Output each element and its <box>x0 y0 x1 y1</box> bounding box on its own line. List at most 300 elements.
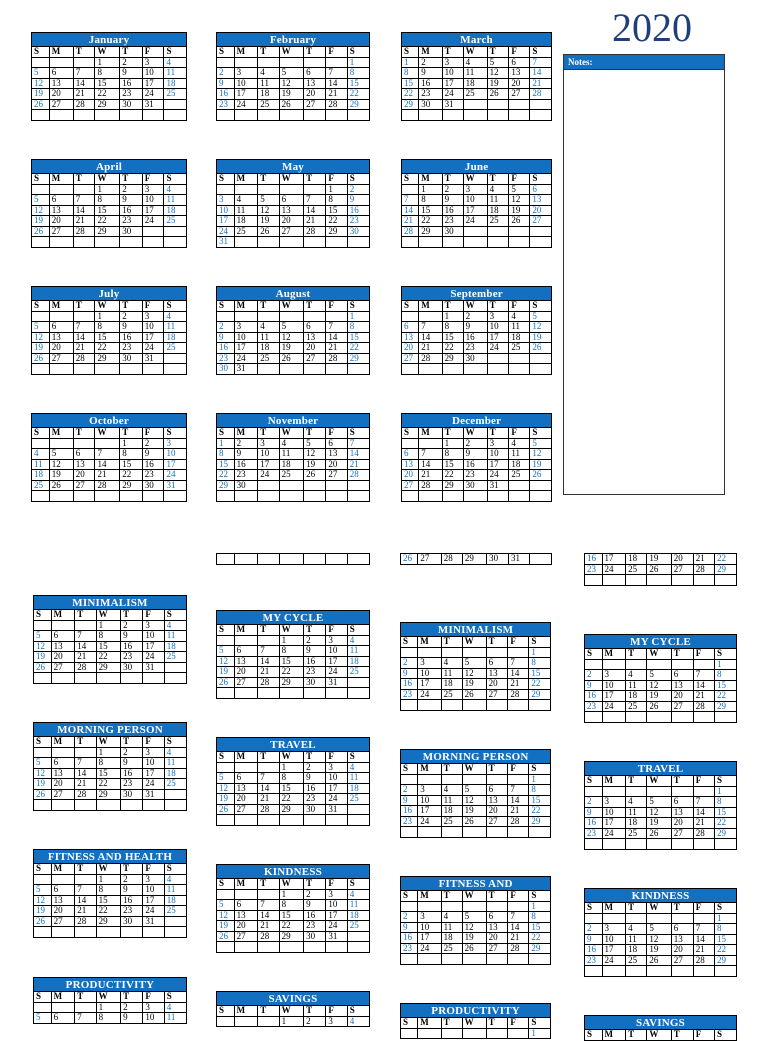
day-cell[interactable]: 1 <box>217 438 235 449</box>
day-cell[interactable]: 9 <box>120 195 143 206</box>
day-cell[interactable]: 13 <box>671 807 693 818</box>
day-cell[interactable]: 12 <box>462 795 486 806</box>
day-cell[interactable]: 4 <box>509 311 530 322</box>
day-cell[interactable]: 19 <box>32 89 50 100</box>
day-cell[interactable]: 24 <box>217 226 235 237</box>
day-cell[interactable]: 26 <box>49 480 73 491</box>
day-cell[interactable]: 24 <box>143 652 164 663</box>
day-cell[interactable]: 30 <box>304 931 326 942</box>
day-cell[interactable] <box>49 57 73 68</box>
day-cell[interactable] <box>95 364 120 375</box>
day-cell[interactable] <box>164 364 187 375</box>
day-cell[interactable] <box>95 237 120 248</box>
day-cell[interactable]: 24 <box>602 828 626 839</box>
day-cell[interactable]: 27 <box>671 701 693 712</box>
day-cell[interactable] <box>714 712 736 723</box>
day-cell[interactable]: 14 <box>326 332 347 343</box>
day-cell[interactable]: 17 <box>142 78 164 89</box>
day-cell[interactable]: 17 <box>418 806 441 817</box>
day-cell[interactable]: 25 <box>463 89 487 100</box>
day-cell[interactable]: 3 <box>442 57 463 68</box>
day-cell[interactable] <box>164 800 186 811</box>
day-cell[interactable]: 6 <box>49 322 73 333</box>
day-cell[interactable] <box>347 364 369 375</box>
day-cell[interactable]: 25 <box>347 667 369 678</box>
day-cell[interactable] <box>217 688 235 699</box>
day-cell[interactable]: 29 <box>402 99 419 110</box>
day-cell[interactable]: 20 <box>486 679 508 690</box>
day-cell[interactable]: 4 <box>347 889 369 900</box>
day-cell[interactable] <box>401 774 418 785</box>
day-cell[interactable]: 3 <box>326 889 347 900</box>
day-cell[interactable]: 19 <box>462 806 486 817</box>
day-cell[interactable] <box>32 491 50 502</box>
day-cell[interactable]: 22 <box>529 679 551 690</box>
day-cell[interactable]: 16 <box>463 459 487 470</box>
day-cell[interactable]: 24 <box>602 564 626 575</box>
day-cell[interactable]: 30 <box>463 353 487 364</box>
day-cell[interactable]: 7 <box>347 438 369 449</box>
day-cell[interactable]: 26 <box>34 916 52 927</box>
day-cell[interactable] <box>73 110 95 121</box>
day-cell[interactable] <box>326 815 347 826</box>
day-cell[interactable]: 2 <box>401 912 418 923</box>
day-cell[interactable]: 23 <box>304 921 326 932</box>
day-cell[interactable]: 10 <box>142 68 164 79</box>
day-cell[interactable]: 9 <box>120 322 143 333</box>
day-cell[interactable]: 31 <box>164 480 187 491</box>
day-cell[interactable]: 21 <box>73 216 95 227</box>
day-cell[interactable] <box>402 364 419 375</box>
day-cell[interactable]: 25 <box>258 353 279 364</box>
day-cell[interactable] <box>234 491 258 502</box>
day-cell[interactable]: 29 <box>442 480 463 491</box>
day-cell[interactable]: 5 <box>304 438 326 449</box>
day-cell[interactable]: 30 <box>419 99 442 110</box>
day-cell[interactable]: 5 <box>34 758 52 769</box>
day-cell[interactable]: 23 <box>585 955 603 966</box>
day-cell[interactable]: 8 <box>96 631 121 642</box>
day-cell[interactable] <box>258 110 279 121</box>
day-cell[interactable]: 1 <box>714 786 736 797</box>
day-cell[interactable]: 12 <box>217 910 235 921</box>
day-cell[interactable] <box>234 688 258 699</box>
day-cell[interactable]: 8 <box>279 900 304 911</box>
day-cell[interactable] <box>164 491 187 502</box>
day-cell[interactable]: 10 <box>442 68 463 79</box>
day-cell[interactable]: 10 <box>143 758 164 769</box>
day-cell[interactable] <box>121 927 143 938</box>
day-cell[interactable]: 5 <box>647 924 671 935</box>
day-cell[interactable]: 13 <box>234 783 258 794</box>
day-cell[interactable]: 14 <box>75 895 96 906</box>
day-cell[interactable] <box>602 913 626 924</box>
day-cell[interactable] <box>401 647 418 658</box>
day-cell[interactable]: 6 <box>51 885 75 896</box>
day-cell[interactable] <box>529 827 551 838</box>
day-cell[interactable] <box>49 184 73 195</box>
day-cell[interactable]: 8 <box>402 68 419 79</box>
day-cell[interactable]: 20 <box>402 343 419 354</box>
day-cell[interactable]: 14 <box>73 332 95 343</box>
day-cell[interactable]: 15 <box>419 205 442 216</box>
day-cell[interactable]: 12 <box>530 322 552 333</box>
day-cell[interactable]: 9 <box>401 922 418 933</box>
day-cell[interactable]: 2 <box>217 68 235 79</box>
day-cell[interactable]: 22 <box>714 818 736 829</box>
day-cell[interactable]: 12 <box>462 668 486 679</box>
day-cell[interactable]: 3 <box>326 762 347 773</box>
day-cell[interactable]: 9 <box>585 934 603 945</box>
day-cell[interactable]: 25 <box>32 480 50 491</box>
day-cell[interactable]: 4 <box>441 785 462 796</box>
day-cell[interactable]: 5 <box>487 57 509 68</box>
day-cell[interactable] <box>714 839 736 850</box>
day-cell[interactable] <box>402 184 419 195</box>
day-cell[interactable]: 5 <box>32 68 50 79</box>
day-cell[interactable]: 2 <box>304 762 326 773</box>
day-cell[interactable]: 2 <box>304 1016 326 1027</box>
day-cell[interactable]: 25 <box>164 343 187 354</box>
day-cell[interactable]: 23 <box>121 652 143 663</box>
day-cell[interactable]: 12 <box>462 922 486 933</box>
day-cell[interactable]: 15 <box>442 332 463 343</box>
day-cell[interactable]: 1 <box>714 913 736 924</box>
day-cell[interactable]: 20 <box>304 89 326 100</box>
day-cell[interactable]: 24 <box>142 89 164 100</box>
day-cell[interactable]: 20 <box>486 933 508 944</box>
day-cell[interactable] <box>75 927 96 938</box>
day-cell[interactable]: 1 <box>529 1028 551 1039</box>
day-cell[interactable]: 23 <box>120 89 143 100</box>
day-cell[interactable] <box>258 237 279 248</box>
day-cell[interactable]: 22 <box>714 945 736 956</box>
day-cell[interactable]: 26 <box>217 931 235 942</box>
day-cell[interactable]: 5 <box>49 449 73 460</box>
day-cell[interactable] <box>347 942 369 953</box>
day-cell[interactable]: 22 <box>442 343 463 354</box>
day-cell[interactable]: 23 <box>585 828 603 839</box>
day-cell[interactable] <box>73 364 95 375</box>
day-cell[interactable] <box>693 786 714 797</box>
day-cell[interactable] <box>462 1028 486 1039</box>
day-cell[interactable]: 9 <box>304 900 326 911</box>
day-cell[interactable]: 6 <box>486 658 508 669</box>
day-cell[interactable]: 17 <box>602 554 626 565</box>
day-cell[interactable]: 24 <box>418 689 441 700</box>
day-cell[interactable]: 24 <box>326 921 347 932</box>
day-cell[interactable]: 18 <box>626 818 647 829</box>
day-cell[interactable] <box>304 184 326 195</box>
day-cell[interactable]: 9 <box>419 68 442 79</box>
day-cell[interactable]: 16 <box>463 332 487 343</box>
day-cell[interactable]: 28 <box>402 226 419 237</box>
day-cell[interactable]: 24 <box>463 216 487 227</box>
day-cell[interactable]: 11 <box>164 68 187 79</box>
day-cell[interactable] <box>304 554 326 565</box>
day-cell[interactable]: 18 <box>509 459 530 470</box>
day-cell[interactable]: 20 <box>279 216 304 227</box>
day-cell[interactable] <box>34 874 52 885</box>
day-cell[interactable]: 4 <box>626 797 647 808</box>
day-cell[interactable]: 20 <box>49 343 73 354</box>
day-cell[interactable] <box>279 110 304 121</box>
day-cell[interactable] <box>347 237 369 248</box>
day-cell[interactable]: 8 <box>95 68 120 79</box>
day-cell[interactable]: 11 <box>463 68 487 79</box>
day-cell[interactable]: 21 <box>508 679 529 690</box>
day-cell[interactable]: 29 <box>120 480 143 491</box>
day-cell[interactable]: 13 <box>234 656 258 667</box>
day-cell[interactable]: 27 <box>49 226 73 237</box>
day-cell[interactable]: 3 <box>143 747 164 758</box>
day-cell[interactable]: 30 <box>120 99 143 110</box>
day-cell[interactable] <box>326 311 347 322</box>
day-cell[interactable]: 18 <box>441 806 462 817</box>
day-cell[interactable] <box>585 659 603 670</box>
day-cell[interactable]: 29 <box>529 689 551 700</box>
day-cell[interactable]: 25 <box>626 828 647 839</box>
day-cell[interactable] <box>234 762 258 773</box>
day-cell[interactable]: 15 <box>95 332 120 343</box>
day-cell[interactable]: 17 <box>326 656 347 667</box>
day-cell[interactable]: 11 <box>164 631 186 642</box>
day-cell[interactable]: 18 <box>164 768 186 779</box>
day-cell[interactable]: 29 <box>714 564 736 575</box>
day-cell[interactable]: 27 <box>486 689 508 700</box>
day-cell[interactable]: 7 <box>402 195 419 206</box>
day-cell[interactable] <box>442 364 463 375</box>
day-cell[interactable] <box>462 954 486 965</box>
day-cell[interactable]: 2 <box>442 184 463 195</box>
day-cell[interactable]: 4 <box>258 322 279 333</box>
day-cell[interactable]: 17 <box>326 783 347 794</box>
day-cell[interactable]: 31 <box>143 789 164 800</box>
day-cell[interactable]: 13 <box>73 459 95 470</box>
day-cell[interactable]: 3 <box>143 620 164 631</box>
day-cell[interactable]: 16 <box>442 205 463 216</box>
day-cell[interactable] <box>530 480 552 491</box>
day-cell[interactable]: 11 <box>509 322 530 333</box>
day-cell[interactable] <box>626 839 647 850</box>
day-cell[interactable]: 19 <box>34 652 52 663</box>
day-cell[interactable]: 11 <box>509 449 530 460</box>
day-cell[interactable]: 18 <box>164 332 187 343</box>
day-cell[interactable]: 1 <box>279 635 304 646</box>
day-cell[interactable] <box>418 954 441 965</box>
day-cell[interactable] <box>487 237 509 248</box>
day-cell[interactable]: 5 <box>462 912 486 923</box>
day-cell[interactable]: 27 <box>486 943 508 954</box>
day-cell[interactable]: 13 <box>530 195 552 206</box>
day-cell[interactable]: 2 <box>234 438 258 449</box>
day-cell[interactable]: 4 <box>164 620 186 631</box>
day-cell[interactable]: 17 <box>164 459 187 470</box>
day-cell[interactable] <box>693 966 714 977</box>
day-cell[interactable]: 25 <box>164 216 187 227</box>
day-cell[interactable]: 18 <box>164 895 186 906</box>
day-cell[interactable]: 22 <box>95 343 120 354</box>
day-cell[interactable]: 22 <box>442 470 463 481</box>
day-cell[interactable]: 5 <box>462 785 486 796</box>
day-cell[interactable]: 24 <box>418 816 441 827</box>
day-cell[interactable]: 23 <box>442 216 463 227</box>
day-cell[interactable] <box>509 491 530 502</box>
day-cell[interactable] <box>258 1016 279 1027</box>
day-cell[interactable] <box>258 480 279 491</box>
day-cell[interactable]: 6 <box>234 773 258 784</box>
day-cell[interactable]: 7 <box>508 658 529 669</box>
day-cell[interactable]: 1 <box>279 1016 304 1027</box>
day-cell[interactable] <box>164 353 187 364</box>
day-cell[interactable]: 30 <box>120 353 143 364</box>
day-cell[interactable] <box>671 913 693 924</box>
day-cell[interactable]: 17 <box>442 78 463 89</box>
day-cell[interactable]: 31 <box>142 99 164 110</box>
day-cell[interactable] <box>217 1016 235 1027</box>
day-cell[interactable] <box>32 364 50 375</box>
day-cell[interactable]: 26 <box>34 662 52 673</box>
day-cell[interactable] <box>75 673 96 684</box>
day-cell[interactable]: 23 <box>121 779 143 790</box>
day-cell[interactable] <box>602 659 626 670</box>
day-cell[interactable] <box>401 1028 418 1039</box>
day-cell[interactable] <box>530 554 552 565</box>
day-cell[interactable]: 15 <box>714 807 736 818</box>
day-cell[interactable]: 17 <box>258 459 279 470</box>
day-cell[interactable]: 3 <box>418 785 441 796</box>
day-cell[interactable] <box>585 913 603 924</box>
day-cell[interactable]: 29 <box>95 226 120 237</box>
day-cell[interactable] <box>96 673 121 684</box>
day-cell[interactable]: 7 <box>508 785 529 796</box>
day-cell[interactable]: 18 <box>626 691 647 702</box>
day-cell[interactable]: 25 <box>441 689 462 700</box>
day-cell[interactable] <box>304 491 326 502</box>
day-cell[interactable]: 19 <box>217 921 235 932</box>
day-cell[interactable] <box>509 237 530 248</box>
day-cell[interactable]: 15 <box>347 332 369 343</box>
day-cell[interactable]: 3 <box>418 912 441 923</box>
day-cell[interactable] <box>234 311 258 322</box>
day-cell[interactable] <box>347 110 369 121</box>
day-cell[interactable] <box>32 438 50 449</box>
day-cell[interactable] <box>32 311 50 322</box>
day-cell[interactable]: 3 <box>487 311 509 322</box>
day-cell[interactable] <box>626 913 647 924</box>
day-cell[interactable]: 30 <box>347 226 369 237</box>
day-cell[interactable] <box>120 364 143 375</box>
day-cell[interactable]: 19 <box>509 205 530 216</box>
day-cell[interactable] <box>463 99 487 110</box>
day-cell[interactable] <box>402 237 419 248</box>
day-cell[interactable]: 29 <box>95 353 120 364</box>
day-cell[interactable]: 2 <box>401 785 418 796</box>
day-cell[interactable]: 29 <box>714 828 736 839</box>
day-cell[interactable]: 18 <box>164 78 187 89</box>
day-cell[interactable]: 15 <box>529 922 551 933</box>
day-cell[interactable]: 1 <box>529 901 551 912</box>
day-cell[interactable] <box>486 827 508 838</box>
day-cell[interactable]: 12 <box>279 78 304 89</box>
day-cell[interactable]: 25 <box>441 816 462 827</box>
day-cell[interactable]: 18 <box>347 656 369 667</box>
day-cell[interactable]: 10 <box>487 449 509 460</box>
day-cell[interactable]: 9 <box>401 668 418 679</box>
day-cell[interactable]: 7 <box>326 68 347 79</box>
day-cell[interactable]: 20 <box>234 667 258 678</box>
day-cell[interactable]: 19 <box>647 554 671 565</box>
day-cell[interactable]: 5 <box>258 195 279 206</box>
day-cell[interactable] <box>121 673 143 684</box>
day-cell[interactable]: 3 <box>602 797 626 808</box>
day-cell[interactable] <box>530 226 552 237</box>
day-cell[interactable]: 18 <box>441 679 462 690</box>
day-cell[interactable] <box>442 491 463 502</box>
day-cell[interactable]: 20 <box>671 691 693 702</box>
day-cell[interactable]: 13 <box>304 332 326 343</box>
day-cell[interactable] <box>462 700 486 711</box>
day-cell[interactable]: 2 <box>121 747 143 758</box>
day-cell[interactable]: 14 <box>693 807 714 818</box>
day-cell[interactable]: 5 <box>217 773 235 784</box>
day-cell[interactable]: 7 <box>73 195 95 206</box>
day-cell[interactable]: 21 <box>347 459 369 470</box>
day-cell[interactable]: 20 <box>530 205 552 216</box>
day-cell[interactable]: 29 <box>279 804 304 815</box>
day-cell[interactable] <box>463 110 487 121</box>
day-cell[interactable]: 12 <box>34 641 52 652</box>
day-cell[interactable]: 18 <box>626 945 647 956</box>
day-cell[interactable] <box>509 110 530 121</box>
day-cell[interactable]: 30 <box>234 480 258 491</box>
day-cell[interactable]: 8 <box>279 773 304 784</box>
day-cell[interactable]: 1 <box>96 874 121 885</box>
day-cell[interactable] <box>647 786 671 797</box>
day-cell[interactable]: 3 <box>143 874 164 885</box>
day-cell[interactable]: 4 <box>463 57 487 68</box>
day-cell[interactable]: 14 <box>73 205 95 216</box>
day-cell[interactable]: 27 <box>49 99 73 110</box>
day-cell[interactable]: 1 <box>95 311 120 322</box>
day-cell[interactable]: 3 <box>602 924 626 935</box>
day-cell[interactable]: 6 <box>486 912 508 923</box>
day-cell[interactable]: 26 <box>647 828 671 839</box>
day-cell[interactable] <box>143 927 164 938</box>
day-cell[interactable]: 20 <box>49 89 73 100</box>
day-cell[interactable]: 10 <box>326 646 347 657</box>
day-cell[interactable]: 29 <box>96 916 121 927</box>
day-cell[interactable]: 3 <box>142 184 164 195</box>
day-cell[interactable]: 10 <box>326 900 347 911</box>
day-cell[interactable]: 23 <box>217 353 235 364</box>
day-cell[interactable] <box>671 839 693 850</box>
day-cell[interactable]: 25 <box>626 564 647 575</box>
day-cell[interactable] <box>529 954 551 965</box>
day-cell[interactable]: 27 <box>51 916 75 927</box>
day-cell[interactable]: 17 <box>487 459 509 470</box>
day-cell[interactable] <box>530 99 552 110</box>
day-cell[interactable] <box>234 554 258 565</box>
day-cell[interactable]: 4 <box>347 762 369 773</box>
day-cell[interactable] <box>508 700 529 711</box>
day-cell[interactable] <box>143 800 164 811</box>
day-cell[interactable]: 23 <box>401 943 418 954</box>
day-cell[interactable]: 25 <box>509 470 530 481</box>
day-cell[interactable]: 22 <box>279 667 304 678</box>
day-cell[interactable]: 14 <box>258 783 279 794</box>
day-cell[interactable]: 6 <box>279 195 304 206</box>
